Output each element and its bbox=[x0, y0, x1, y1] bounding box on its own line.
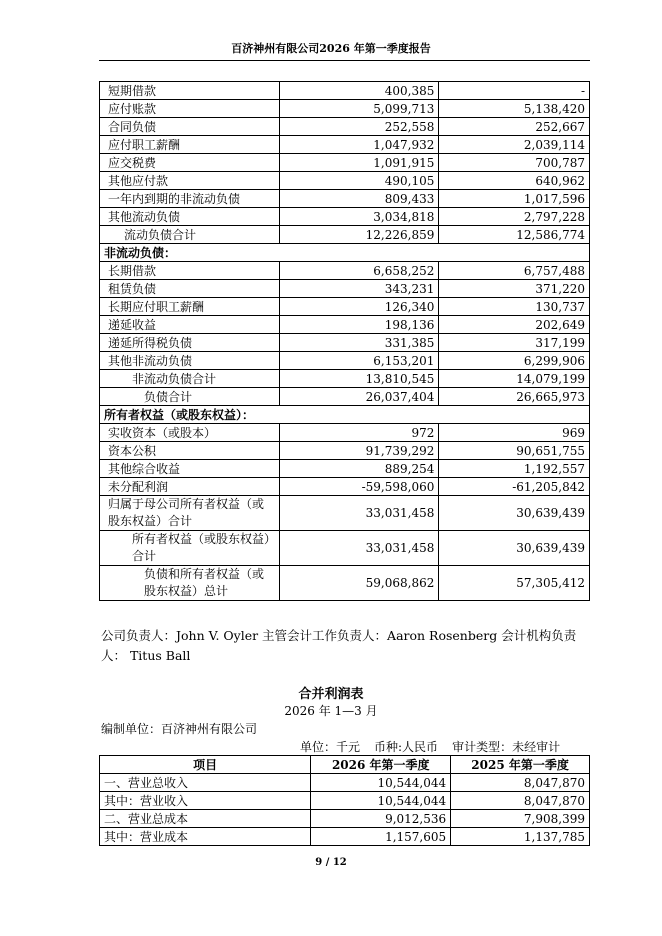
unit-line bbox=[300, 738, 560, 755]
current-value: 3,034,818 bbox=[279, 208, 439, 226]
current-value: 10,544,044 bbox=[311, 774, 451, 792]
row-label: 归属于母公司所有者权益（或股东权益）合计 bbox=[100, 496, 280, 531]
table-row bbox=[100, 442, 590, 460]
table-header-row bbox=[100, 756, 590, 774]
current-value: 400,385 bbox=[279, 82, 439, 100]
row-label: 递延收益 bbox=[100, 316, 280, 334]
page-header: 百济神州有限公司2026 年第一季度报告 bbox=[231, 42, 431, 55]
header-current-quarter: 2026 年第一季度 bbox=[311, 756, 451, 774]
balance-sheet-table bbox=[99, 81, 590, 601]
header-prior-quarter: 2025 年第一季度 bbox=[451, 756, 590, 774]
audit-type-label: 审计类型：未经审计 bbox=[452, 740, 561, 754]
row-label: 未分配利润 bbox=[100, 478, 280, 496]
current-value: 10,544,044 bbox=[311, 792, 451, 810]
table-row bbox=[100, 774, 590, 792]
row-label: 负债和所有者权益（或股东权益）总计 bbox=[100, 566, 280, 601]
prior-value: 2,797,228 bbox=[439, 208, 590, 226]
table-row bbox=[100, 208, 590, 226]
current-value: 6,153,201 bbox=[279, 352, 439, 370]
table-row bbox=[100, 190, 590, 208]
prior-value: 12,586,774 bbox=[439, 226, 590, 244]
prior-value: 90,651,755 bbox=[439, 442, 590, 460]
current-value: 12,226,859 bbox=[279, 226, 439, 244]
prior-value: 1,192,557 bbox=[439, 460, 590, 478]
table-row bbox=[100, 280, 590, 298]
prior-value: 30,639,439 bbox=[439, 531, 590, 566]
prior-value: 202,649 bbox=[439, 316, 590, 334]
income-statement-table bbox=[99, 755, 590, 846]
row-label: 其他非流动负债 bbox=[100, 352, 280, 370]
row-label: 短期借款 bbox=[100, 82, 280, 100]
prior-value: 8,047,870 bbox=[451, 792, 590, 810]
prior-value: -61,205,842 bbox=[439, 478, 590, 496]
prior-value: 969 bbox=[439, 424, 590, 442]
table-row bbox=[100, 226, 590, 244]
current-value: 26,037,404 bbox=[279, 388, 439, 406]
row-label: 流动负债合计 bbox=[100, 226, 280, 244]
prior-value: 317,199 bbox=[439, 334, 590, 352]
prior-value: 7,908,399 bbox=[451, 810, 590, 828]
prior-value: 2,039,114 bbox=[439, 136, 590, 154]
row-label: 其他综合收益 bbox=[100, 460, 280, 478]
table-row bbox=[100, 566, 590, 601]
row-label: 所有者权益（或股东权益）合计 bbox=[100, 531, 280, 566]
table-row bbox=[100, 460, 590, 478]
row-label: 一、营业总收入 bbox=[100, 774, 311, 792]
row-label: 租赁负债 bbox=[100, 280, 280, 298]
table-row bbox=[100, 478, 590, 496]
table-row bbox=[100, 136, 590, 154]
prior-value: 640,962 bbox=[439, 172, 590, 190]
table-row bbox=[100, 82, 590, 100]
header-item: 项目 bbox=[100, 756, 311, 774]
row-label: 长期应付职工薪酬 bbox=[100, 298, 280, 316]
current-value: 6,658,252 bbox=[279, 262, 439, 280]
row-label: 应交税费 bbox=[100, 154, 280, 172]
current-value: 5,099,713 bbox=[279, 100, 439, 118]
signatures: 公司负责人：John V. Oyler 主管会计工作负责人：Aaron Rosenberg 会计机构负责人： Titus Ball bbox=[101, 628, 577, 663]
prior-value: 26,665,973 bbox=[439, 388, 590, 406]
income-statement-title: 合并利润表 bbox=[298, 687, 364, 702]
current-value: 490,105 bbox=[279, 172, 439, 190]
row-label: 应付职工薪酬 bbox=[100, 136, 280, 154]
prior-value: 6,299,906 bbox=[439, 352, 590, 370]
current-value: 972 bbox=[279, 424, 439, 442]
row-label: 长期借款 bbox=[100, 262, 280, 280]
prior-value: 700,787 bbox=[439, 154, 590, 172]
current-value: 9,012,536 bbox=[311, 810, 451, 828]
table-row bbox=[100, 388, 590, 406]
prior-value: 1,137,785 bbox=[451, 828, 590, 846]
preparing-company: 编制单位：百济神州有限公司 bbox=[101, 722, 258, 736]
row-label: 其他流动负债 bbox=[100, 208, 280, 226]
row-label: 其中：营业成本 bbox=[100, 828, 311, 846]
row-label: 资本公积 bbox=[100, 442, 280, 460]
prior-value: 57,305,412 bbox=[439, 566, 590, 601]
current-value: 13,810,545 bbox=[279, 370, 439, 388]
current-value: 1,157,605 bbox=[311, 828, 451, 846]
prior-value: 5,138,420 bbox=[439, 100, 590, 118]
prior-value: 130,737 bbox=[439, 298, 590, 316]
table-row bbox=[100, 828, 590, 846]
row-label: 应付账款 bbox=[100, 100, 280, 118]
table-row bbox=[100, 262, 590, 280]
current-value: -59,598,060 bbox=[279, 478, 439, 496]
current-value: 889,254 bbox=[279, 460, 439, 478]
table-row bbox=[100, 810, 590, 828]
current-value: 809,433 bbox=[279, 190, 439, 208]
page-number: 9 / 12 bbox=[315, 857, 347, 868]
table-row bbox=[100, 531, 590, 566]
table-row bbox=[100, 334, 590, 352]
table-row bbox=[100, 424, 590, 442]
prior-value: 14,079,199 bbox=[439, 370, 590, 388]
table-row bbox=[100, 154, 590, 172]
currency-label: 币种:人民币 bbox=[374, 740, 439, 754]
current-value: 33,031,458 bbox=[279, 496, 439, 531]
row-label: 二、营业总成本 bbox=[100, 810, 311, 828]
prior-value: - bbox=[439, 82, 590, 100]
unit-label: 单位：千元 bbox=[300, 740, 361, 754]
section-label: 非流动负债： bbox=[100, 244, 590, 262]
prior-value: 6,757,488 bbox=[439, 262, 590, 280]
prior-value: 30,639,439 bbox=[439, 496, 590, 531]
prior-value: 371,220 bbox=[439, 280, 590, 298]
income-statement-period: 2026 年 1—3 月 bbox=[284, 704, 378, 718]
header-divider bbox=[99, 60, 590, 61]
table-row bbox=[100, 352, 590, 370]
current-value: 343,231 bbox=[279, 280, 439, 298]
table-row bbox=[100, 298, 590, 316]
table-row bbox=[100, 792, 590, 810]
current-value: 1,091,915 bbox=[279, 154, 439, 172]
table-row bbox=[100, 118, 590, 136]
current-value: 1,047,932 bbox=[279, 136, 439, 154]
current-value: 331,385 bbox=[279, 334, 439, 352]
prior-value: 8,047,870 bbox=[451, 774, 590, 792]
row-label: 实收资本（或股本） bbox=[100, 424, 280, 442]
table-row bbox=[100, 100, 590, 118]
table-row bbox=[100, 370, 590, 388]
table-row bbox=[100, 496, 590, 531]
row-label: 一年内到期的非流动负债 bbox=[100, 190, 280, 208]
section-row bbox=[100, 244, 590, 262]
current-value: 198,136 bbox=[279, 316, 439, 334]
current-value: 59,068,862 bbox=[279, 566, 439, 601]
prior-value: 1,017,596 bbox=[439, 190, 590, 208]
row-label: 负债合计 bbox=[100, 388, 280, 406]
section-row bbox=[100, 406, 590, 424]
current-value: 126,340 bbox=[279, 298, 439, 316]
row-label: 递延所得税负债 bbox=[100, 334, 280, 352]
table-row bbox=[100, 316, 590, 334]
section-label: 所有者权益（或股东权益）： bbox=[100, 406, 590, 424]
current-value: 252,558 bbox=[279, 118, 439, 136]
prior-value: 252,667 bbox=[439, 118, 590, 136]
row-label: 其他应付款 bbox=[100, 172, 280, 190]
row-label: 合同负债 bbox=[100, 118, 280, 136]
table-row bbox=[100, 172, 590, 190]
current-value: 91,739,292 bbox=[279, 442, 439, 460]
row-label: 其中：营业收入 bbox=[100, 792, 311, 810]
current-value: 33,031,458 bbox=[279, 531, 439, 566]
row-label: 非流动负债合计 bbox=[100, 370, 280, 388]
